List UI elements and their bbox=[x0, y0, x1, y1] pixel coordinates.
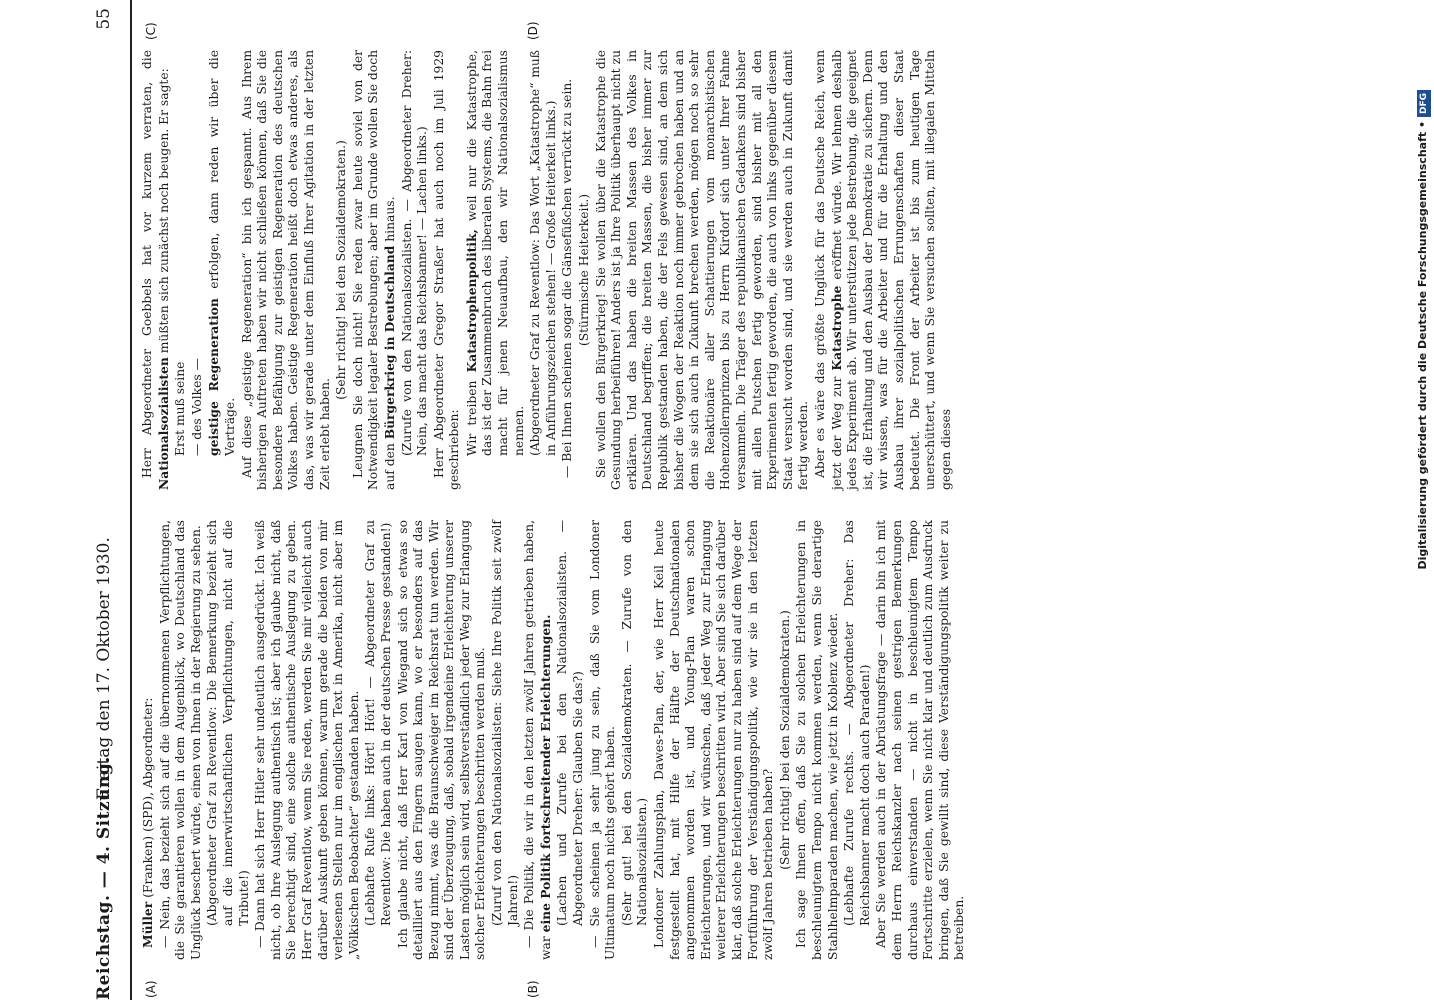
paragraph-text: müßten sich zunächst noch beugen. Er sagte: bbox=[156, 68, 171, 354]
quote-text: Wir treiben bbox=[464, 380, 479, 456]
interjection: (Lebhafte Rufe links: Hört! Hört! — Abgeordneter Graf zu Reventlow: Die haben auch in der deutschen Presse gestanden!) bbox=[363, 520, 393, 926]
page-header bbox=[82, 0, 132, 1000]
interjection: (Stürmische Heiterkeit.) bbox=[577, 193, 592, 347]
margin-mark-a: (A) bbox=[144, 980, 158, 998]
paragraph: — Bei Ihnen scheinen sogar die Gänsefüßchen verrückt zu sein. bbox=[560, 78, 575, 478]
session-title: Reichstag. — 4. Sitzung. bbox=[94, 756, 114, 1000]
emphasis: Katastrophe bbox=[828, 285, 844, 371]
funding-text: Digitalisierung gefördert durch die Deutsche Forschungsgemeinschaft • bbox=[1416, 121, 1429, 570]
emphasis: Katastrophenpolitik, bbox=[463, 229, 479, 373]
page-number: 55 bbox=[94, 8, 114, 30]
emphasis: Nationalsozialisten bbox=[155, 357, 171, 490]
quote: — des Volkes — bbox=[189, 358, 204, 456]
paragraph: Aber Sie werden auch in der Abrüstungsfrage — darin bin ich mit dem Herrn Reichskanzler nach seinen gestrigen Bemerkungen durchaus einverstanden — nicht in beschleunigtem Tempo Fortschritte erzielen, wenn Sie nicht klar und deutlich zum Ausdruck bringen, daß Sie gewillt sind, diese Verständigungspolitik weiter zu betreiben. bbox=[874, 520, 967, 960]
session-date: Freitag den 17. Oktober 1930. bbox=[94, 537, 114, 800]
emphasis: Bürgerkrieg in Deutschland bbox=[381, 245, 397, 440]
quote: Erst muß seine bbox=[173, 361, 188, 456]
paragraph bbox=[813, 50, 954, 490]
paragraph: Herr Abgeordneter Gregor Straßer hat auch noch im Juli 1929 geschrieben: bbox=[431, 50, 462, 490]
paragraph: — Sie scheinen ja sehr jung zu sein, daß Sie vom Londoner Ultimatum noch nichts gehört haben. bbox=[587, 520, 618, 960]
interjection: (Lachen und Zurufe bei den Nationalsozialisten. — Abgeordneter Dreher: Glauben Sie das?) bbox=[555, 520, 586, 926]
interjection: (Sehr richtig! bei den Sozialdemokraten.) bbox=[334, 140, 349, 400]
paragraph: — Nein, das bezieht sich auf die übernommenen Verpflichtungen, die Sie garantieren wollen in dem Augenblick, wo Deutschland das Unglück beschert würde, einen von Ihnen in der Regierung zu sehen. bbox=[157, 520, 203, 960]
paragraph-text: Herr Abgeordneter Goebbels hat vor kurzem verraten, die bbox=[140, 50, 154, 478]
left-column bbox=[140, 520, 969, 960]
paragraph-text: Leugnen Sie doch nicht! Sie reden zwar heute soviel von der Notwendigkeit legaler Bestrebungen; aber im Grunde wollen Sie doch auf den bbox=[350, 50, 397, 490]
interjection: (Zuruf von den Nationalsozialisten: Siehe Ihre Politik seit zwölf Jahren!) bbox=[490, 520, 520, 926]
interjection: (Abgeordneter Graf zu Reventlow: Das Wort „Katastrophe“ muß in Anführungszeichen stehen! — Große Heiterkeit links.) bbox=[528, 50, 558, 456]
paragraph-text: eröffnet würde. Wir lehnen deshalb jedes Experiment ab. Wir unterstützen jede Bestrebung, die geeignet ist, die Erhaltung und den Ausbau der Demokratie zu sichern. Denn wir wissen, was für die Arbeiter und für die Erhaltung und den Ausbau ihrer sozialpolitischen Errungenschaften dieser Staat bedeutet. Die Front der Arbeiter ist bis zum heutigen Tage unerschüttert, und wenn Sie versuchen sollten, mit illegalen Mitteln gegen dieses bbox=[829, 50, 953, 490]
paragraph: Ich glaube nicht, daß Herr Karl von Wiegand sich so etwas so detailliert aus den Fingern saugen kann, wo er besonders auf das Bezug nimmt, was die Braunschweiger im Reichsrat tun werden. Wir sind der Überzeugung, daß, sobald irgendeine Erleichterung unserer Lasten möglich sein wird, selbstverständlich jeder Weg zur Erlangung solcher Erleichterungen beschritten werden muß. bbox=[395, 520, 488, 960]
quote-text: erfolgen, dann reden wir über die Verträge. bbox=[207, 50, 237, 456]
dfg-logo: DFG bbox=[1417, 90, 1431, 117]
paragraph: Auf diese „geistige Regeneration“ bin ich gespannt. Aus Ihrem bisherigen Auftreten haben wir nicht schließen können, daß Sie die besondere Befähigung zur geistigen Regeneration des deutschen Volkes haben. Geistige Regeneration heißt doch etwas anderes, als das, was wir gerade unter dem Einfluß Ihrer Agitation in der letzten Zeit erlebt haben. bbox=[239, 50, 332, 490]
quote bbox=[464, 50, 527, 456]
paragraph: Sie wollen den Bürgerkrieg! Sie wollen über die Katastrophe die Gesundung herbeiführen! Anders ist ja Ihre Politik überhaupt nicht zu erklären. Und das haben die breiten Massen des Volkes in Deutschland begriffen; die breiten Massen, die bisher immer zur Republik gestanden haben, die der Fels gewesen sind, an dem sich bisher die Wogen der Reaktion noch immer gebrochen haben und an dem sie sich auch in Zukunft brechen werden, mögen noch so sehr die Reaktionäre aller Schattierungen vom monarchistischen Hohenzollernprinzen bis zu Herrn Kirdorf sich unter Ihrer Fahne versammeln. Die Träger des republikanischen Gedankens sind bisher mit allen Putschen fertig geworden, sind bisher mit all den Experimenten fertig geworden, die auch von links gegenüber diesem Staat versucht worden sind, und sie werden auch in Zukunft damit fertig werden. bbox=[593, 50, 811, 490]
paragraph: Londoner Zahlungsplan, Dawes-Plan, der, wie Herr Keil heute festgestellt hat, mit Hilfe der Hälfte der Deutschnationalen angenommen worden ist, und Young-Plan waren schon Erleichterungen, und wir wünschen, daß jeder Weg zur Erlangung weiterer Erleichterungen beschritten wird. Aber sind Sie sich darüber klar, daß solche Erleichterungen nur zu haben sind auf dem Wege der Fortführung der Verständigungspolitik, wie wir sie in den letzten zwölf Jahren betrieben haben? bbox=[652, 520, 776, 960]
speaker-line bbox=[140, 520, 157, 960]
paragraph: — Dann hat sich Herr Hitler sehr undeutlich ausgedrückt. Ich weiß nicht, ob Ihre Auslegung authentisch ist; aber ich glaube nicht, daß Sie berechtigt sind, eine solche authentische Auslegung zu geben. Herr Graf Reventlow, wenn Sie reden, werden Sie mir vielleicht auch darüber Auskunft geben können, warum gerade die beiden von mir verlesenen Stellen nur im englischen Text in Amerika, nicht aber im „Völkischen Beobachter“ gestanden haben. bbox=[253, 520, 361, 960]
funding-text-row bbox=[1412, 90, 1434, 730]
paragraph bbox=[522, 520, 554, 960]
quote bbox=[206, 50, 238, 456]
paragraph bbox=[140, 50, 172, 490]
document-page bbox=[82, 0, 1312, 1000]
quote-text: weil nur die Katastrophe, das ist der Zusammenbruch des liberalen Systems, die Bahn frei macht für jenen Neuaufbau, den wir Nationalsozialismus nennen. bbox=[464, 50, 526, 456]
emphasis: geistige Regeneration bbox=[206, 298, 222, 456]
paragraph bbox=[351, 50, 399, 490]
speaker-name: Müller bbox=[140, 901, 155, 948]
interjection: (Sehr richtig! bei den Sozialdemokraten.) bbox=[777, 610, 792, 870]
speaker-party: (Franken) (SPD), Abgeordneter: bbox=[141, 697, 155, 898]
margin-mark-c: (C) bbox=[144, 22, 158, 40]
interjection: (Abgeordneter Graf zu Reventlow: Die Bemerkung bezieht sich auf die innerwirtschaftlichen Verpflichtungen, nicht auf die Tribute!) bbox=[205, 520, 251, 926]
interjection: (Sehr gut! bei den Sozialdemokraten. — Zurufe von den Nationalsozialisten.) bbox=[619, 520, 650, 926]
paragraph-text: hinaus. bbox=[382, 196, 397, 242]
interjection: (Zurufe von den Nationalsozialisten. — Abgeordneter Dreher: Nein, das macht das Reichsbanner! — Lachen links.) bbox=[399, 50, 430, 456]
interjection: (Lebhafte Zurufe rechts. — Abgeordneter Dreher: Das Reichsbanner macht doch auch Paraden!) bbox=[842, 520, 872, 926]
emphasis: eine Politik fortschreitender Erleichterungen. bbox=[537, 614, 553, 933]
paragraph-text: Aber es wäre das größte Unglück für das Deutsche Reich, wenn jetzt der Weg zur bbox=[812, 50, 844, 490]
margin-mark-b: (B) bbox=[526, 980, 540, 998]
margin-mark-d: (D) bbox=[526, 21, 540, 40]
paragraph-text: — Die Politik, die wir in den letzten zwölf Jahren getrieben haben, war bbox=[522, 520, 553, 960]
right-column bbox=[140, 50, 955, 490]
paragraph: Ich sage Ihnen offen, daß Sie zu solchen Erleichterungen in beschleunigtem Tempo nicht kommen werden, wenn Sie derartige Stahlhelmparaden machen, wie jetzt in Koblenz wieder. bbox=[794, 520, 840, 960]
funding-note bbox=[1412, 90, 1434, 730]
